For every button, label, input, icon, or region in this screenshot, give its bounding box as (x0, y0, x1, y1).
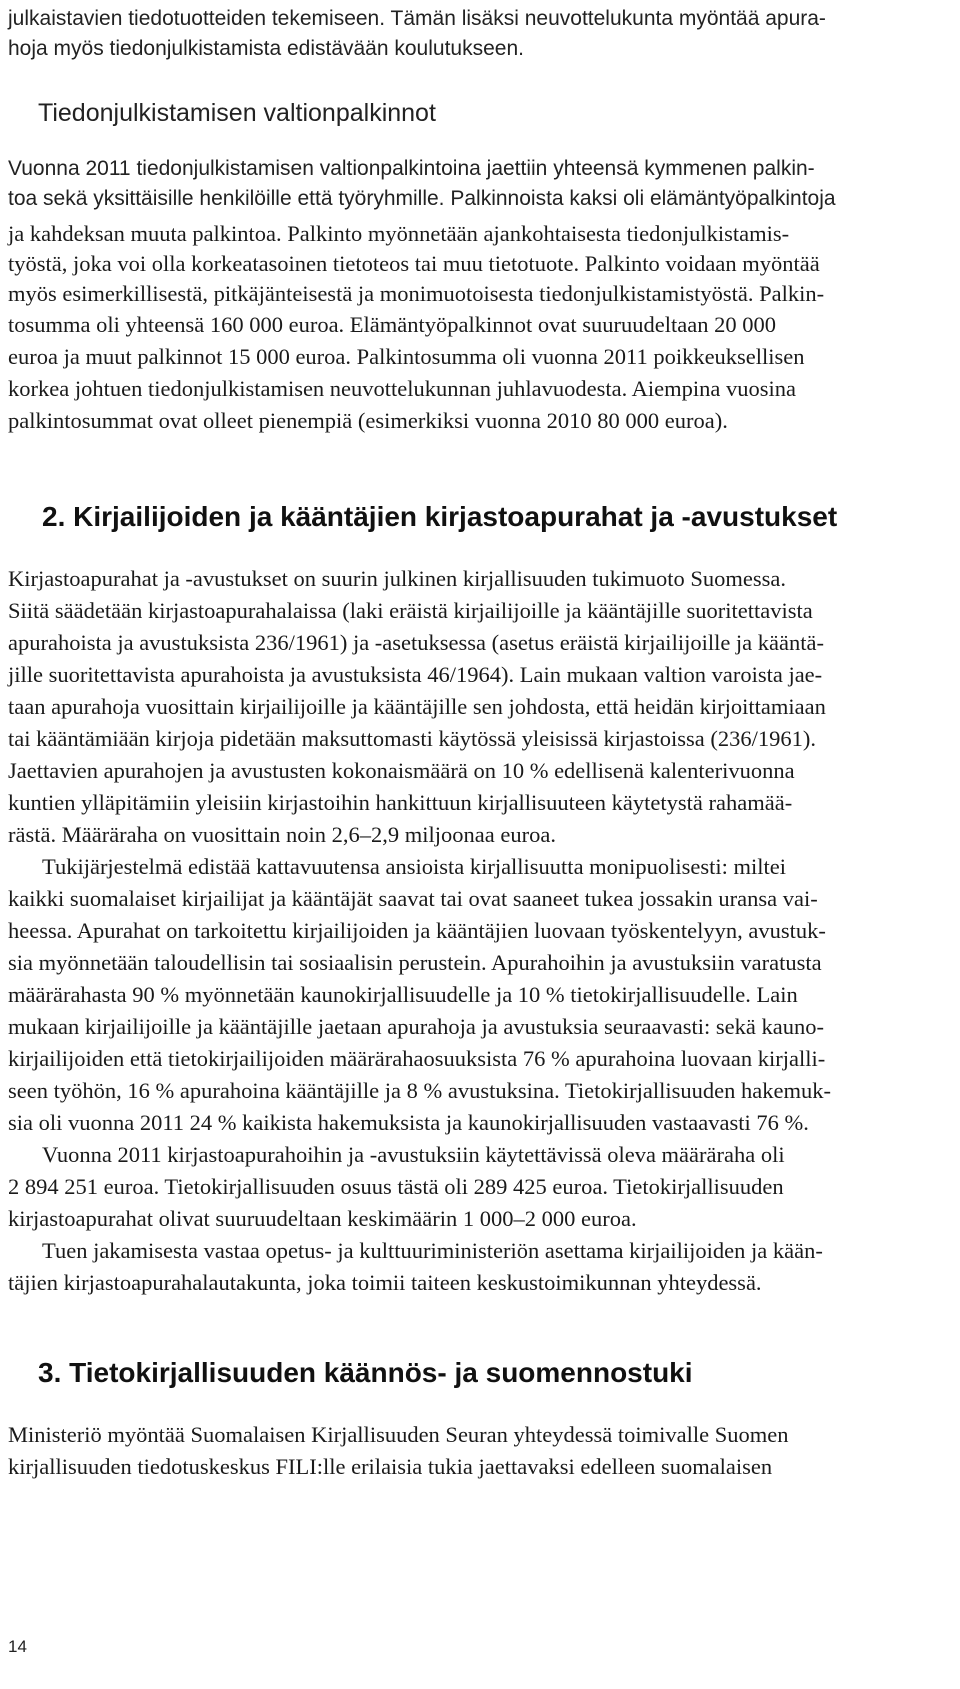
body-text-line: määrärahasta 90 % myönnetään kaunokirjallisuudelle ja 10 % tietokirjallisuudelle. Lain (8, 982, 798, 1007)
body-text-line: mukaan kirjailijoille ja kääntäjille jaetaan apurahoja ja avustuksia seuraavasti: sekä kauno- (8, 1014, 824, 1039)
subsection-title: Tiedonjulkistamisen valtionpalkinnot (38, 99, 436, 127)
section-heading: 3. Tietokirjallisuuden käännös- ja suomennostuki (38, 1357, 693, 1388)
body-text-line: Tuen jakamisesta vastaa opetus- ja kulttuuriministeriön asettama kirjailijoiden ja kään- (42, 1238, 823, 1263)
body-text-line: jille suoritettavista apurahoista ja avustuksista 46/1964). Lain mukaan valtion varoista jae- (8, 662, 823, 687)
body-text-line: sia myönnetään taloudellisin tai sosiaalisin perustein. Apurahoihin ja avustuksiin varatusta (8, 950, 822, 975)
body-text-line: heessa. Apurahat on tarkoitettu kirjailijoiden ja kääntäjien luovaan työskentelyyn, avustuk- (8, 918, 826, 943)
body-text-line: ja kahdeksan muuta palkintoa. Palkinto myönnetään ajankohtaisesta tiedonjulkistamis- (8, 221, 790, 246)
body-text-line: kaikki suomalaiset kirjailijat ja kääntäjät saavat tai ovat saaneet tukea jossakin uransa vai- (8, 886, 818, 911)
body-text-line: 2 894 251 euroa. Tietokirjallisuuden osuus tästä oli 289 425 euroa. Tietokirjallisuuden (8, 1174, 784, 1199)
body-text-line: palkintosummat ovat olleet pienempiä (esimerkiksi vuonna 2010 80 000 euroa). (8, 408, 728, 433)
body-text-line: kirjallisuuden tiedotuskeskus FILI:lle erilaisia tukia jaettavaksi edelleen suomalaisen (8, 1454, 773, 1479)
section-heading: 2. Kirjailijoiden ja kääntäjien kirjastoapurahat ja -avustukset (42, 501, 838, 532)
body-text-line: Siitä säädetään kirjastoapurahalaissa (laki eräistä kirjailijoille ja kääntäjille suoritettavista (8, 598, 813, 623)
body-text-line: Vuonna 2011 tiedonjulkistamisen valtionpalkintoina jaettiin yhteensä kymmenen palkin- (8, 157, 815, 180)
body-text-line: Ministeriö myöntää Suomalaisen Kirjallisuuden Seuran yhteydessä toimivalle Suomen (8, 1422, 789, 1447)
body-text-line: myös esimerkillisestä, pitkäjänteisestä ja monimuotoisesta tiedonjulkistamistyöstä. Palkin- (8, 281, 825, 306)
body-text-line: Kirjastoapurahat ja -avustukset on suurin julkinen kirjallisuuden tukimuoto Suomessa. (8, 566, 787, 591)
body-text-line: julkaistavien tiedotuotteiden tekemiseen. Tämän lisäksi neuvottelukunta myöntää apura- (8, 7, 826, 30)
body-text-line: Vuonna 2011 kirjastoapurahoihin ja -avustuksiin käytettävissä oleva määräraha oli (42, 1142, 785, 1167)
body-text-line: rästä. Määräraha on vuosittain noin 2,6–2,9 miljoonaa euroa. (8, 822, 556, 847)
body-text-line: apurahoista ja avustuksista 236/1961) ja -asetuksessa (asetus eräistä kirjailijoille ja kääntä- (8, 630, 824, 655)
body-text-line: työstä, joka voi olla korkeatasoinen tietoteos tai muu tietotuote. Palkinto voidaan myöntää (8, 251, 820, 276)
body-text-line: täjien kirjastoapurahalautakunta, joka toimii taiteen keskustoimikunnan yhteydessä. (8, 1270, 762, 1295)
body-text-line: tosumma oli yhteensä 160 000 euroa. Elämäntyöpalkinnot ovat suuruudeltaan 20 000 (8, 312, 776, 337)
body-text-line: sia oli vuonna 2011 24 % kaikista hakemuksista ja kaunokirjallisuuden vastaavasti 76 %. (8, 1110, 809, 1135)
body-text-line: kirjastoapurahat olivat suuruudeltaan keskimäärin 1 000–2 000 euroa. (8, 1206, 637, 1231)
body-text-line: seen työhön, 16 % apurahoina kääntäjille ja 8 % avustuksina. Tietokirjallisuuden hakemuk- (8, 1078, 831, 1103)
body-text-line: Jaettavien apurahojen ja avustusten kokonaismäärä on 10 % edellisenä kalenterivuonna (8, 758, 795, 783)
body-text-line: toa sekä yksittäisille henkilöille että työryhmille. Palkinnoista kaksi oli elämäntyöpalkintoja (8, 187, 836, 210)
body-text-line: taan apurahoja vuosittain kirjailijoille ja kääntäjille sen johdosta, että heidän kirjoittamiaan (8, 694, 826, 719)
body-text-line: korkea johtuen tiedonjulkistamisen neuvottelukunnan juhlavuodesta. Aiempina vuosina (8, 376, 796, 401)
body-text-line: euroa ja muut palkinnot 15 000 euroa. Palkintosumma oli vuonna 2011 poikkeuksellisen (8, 344, 805, 369)
body-text-line: Tukijärjestelmä edistää kattavuutensa ansioista kirjallisuutta monipuolisesti: miltei (42, 854, 787, 879)
body-text-line: tai kääntämiään kirjoja pidetään maksuttomasti käytössä yleisissä kirjastoissa (236/1961). (8, 726, 816, 751)
body-text-line: hoja myös tiedonjulkistamista edistävään koulutukseen. (8, 37, 524, 60)
body-text-line: kirjailijoiden että tietokirjailijoiden määrärahaosuuksista 76 % apurahoina luovaan kirjalli- (8, 1046, 826, 1071)
body-text-line: kuntien ylläpitämiin yleisiin kirjastoihin hankittuun kirjallisuuteen käytetystä rahamää- (8, 790, 793, 815)
page-number: 14 (8, 1637, 27, 1656)
